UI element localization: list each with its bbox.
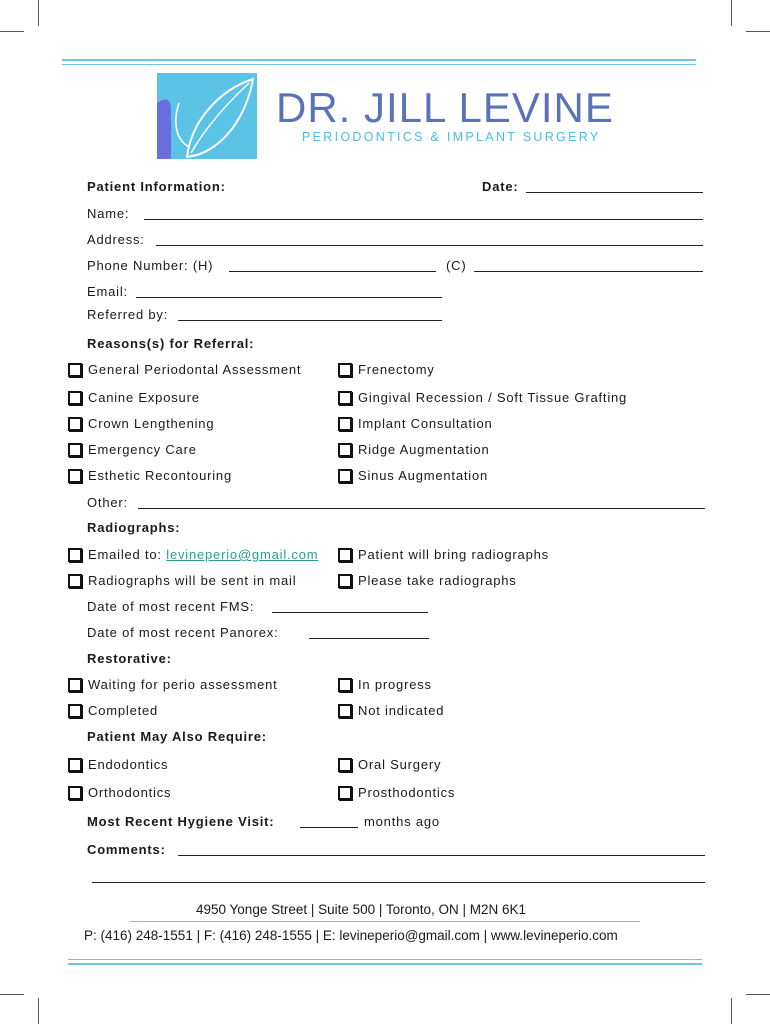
also-option: Prosthodontics bbox=[358, 785, 456, 800]
restorative-heading: Restorative: bbox=[87, 651, 172, 666]
footer-address: 4950 Yonge Street | Suite 500 | Toronto, ON | M2N 6K1 bbox=[196, 902, 526, 917]
radiographs-heading: Radiographs: bbox=[87, 520, 181, 535]
crop-mark bbox=[746, 31, 770, 32]
cell-phone-label: (C) bbox=[446, 258, 467, 273]
also-option: Endodontics bbox=[88, 757, 169, 772]
hygiene-field[interactable] bbox=[300, 827, 358, 828]
restorative-option: Completed bbox=[88, 703, 159, 718]
referral-option: Esthetic Recontouring bbox=[88, 468, 232, 483]
address-label: Address: bbox=[87, 232, 145, 247]
fms-date-field[interactable] bbox=[272, 612, 428, 613]
checkbox[interactable] bbox=[68, 469, 82, 483]
checkbox[interactable] bbox=[68, 786, 82, 800]
email-link[interactable]: levineperio@gmail.com bbox=[166, 547, 319, 562]
cell-phone-field[interactable] bbox=[474, 271, 703, 272]
restorative-option: In progress bbox=[358, 677, 432, 692]
checkbox[interactable] bbox=[68, 758, 82, 772]
home-phone-label: Phone Number: (H) bbox=[87, 258, 214, 273]
mail-radiographs-option: Radiographs will be sent in mail bbox=[88, 573, 297, 588]
referral-option: Gingival Recession / Soft Tissue Grafting bbox=[358, 390, 628, 405]
crop-mark bbox=[38, 998, 39, 1024]
date-label: Date: bbox=[482, 179, 519, 194]
comments-label: Comments: bbox=[87, 842, 166, 857]
also-option: Orthodontics bbox=[88, 785, 172, 800]
referral-option: General Periodontal Assessment bbox=[88, 362, 302, 377]
panorex-date-label: Date of most recent Panorex: bbox=[87, 625, 279, 640]
hygiene-label: Most Recent Hygiene Visit: bbox=[87, 814, 275, 829]
referral-option: Sinus Augmentation bbox=[358, 468, 489, 483]
date-field[interactable] bbox=[526, 192, 703, 193]
take-radiographs-option: Please take radiographs bbox=[358, 573, 517, 588]
referred-by-label: Referred by: bbox=[87, 307, 169, 322]
checkbox[interactable] bbox=[338, 758, 352, 772]
restorative-option: Not indicated bbox=[358, 703, 445, 718]
referral-heading: Reasons(s) for Referral: bbox=[87, 336, 255, 351]
restorative-option: Waiting for perio assessment bbox=[88, 677, 278, 692]
referral-option: Ridge Augmentation bbox=[358, 442, 490, 457]
checkbox[interactable] bbox=[338, 574, 352, 588]
footer-contact: P: (416) 248-1551 | F: (416) 248-1555 | E: levineperio@gmail.com | www.levineperio.com bbox=[84, 928, 618, 943]
checkbox[interactable] bbox=[338, 363, 352, 377]
referral-option: Frenectomy bbox=[358, 362, 435, 377]
checkbox[interactable] bbox=[68, 548, 82, 562]
checkbox[interactable] bbox=[338, 678, 352, 692]
bring-radiographs-option: Patient will bring radiographs bbox=[358, 547, 549, 562]
top-rule bbox=[62, 59, 696, 61]
practice-subtitle: PERIODONTICS & IMPLANT SURGERY bbox=[302, 130, 601, 144]
crop-mark bbox=[0, 31, 24, 32]
also-require-heading: Patient May Also Require: bbox=[87, 729, 267, 744]
name-field[interactable] bbox=[144, 219, 703, 220]
crop-mark bbox=[746, 994, 770, 995]
crop-mark bbox=[731, 998, 732, 1024]
checkbox[interactable] bbox=[338, 548, 352, 562]
also-option: Oral Surgery bbox=[358, 757, 442, 772]
checkbox[interactable] bbox=[338, 469, 352, 483]
checkbox[interactable] bbox=[68, 391, 82, 405]
other-label: Other: bbox=[87, 495, 128, 510]
checkbox[interactable] bbox=[68, 443, 82, 457]
checkbox[interactable] bbox=[338, 417, 352, 431]
referral-option: Crown Lengthening bbox=[88, 416, 215, 431]
patient-info-heading: Patient Information: bbox=[87, 179, 226, 194]
checkbox[interactable] bbox=[338, 786, 352, 800]
bottom-rule bbox=[68, 959, 702, 960]
top-rule-thin bbox=[62, 64, 696, 65]
emailed-to-label: Emailed to: bbox=[88, 547, 162, 562]
home-phone-field[interactable] bbox=[229, 271, 436, 272]
email-field[interactable] bbox=[136, 297, 442, 298]
comments-field-line2[interactable] bbox=[92, 882, 705, 883]
checkbox[interactable] bbox=[68, 678, 82, 692]
panorex-date-field[interactable] bbox=[309, 638, 429, 639]
crop-mark bbox=[38, 0, 39, 26]
fms-date-label: Date of most recent FMS: bbox=[87, 599, 255, 614]
referral-option: Implant Consultation bbox=[358, 416, 493, 431]
checkbox[interactable] bbox=[338, 704, 352, 718]
other-field[interactable] bbox=[138, 508, 705, 509]
referral-option: Canine Exposure bbox=[88, 390, 200, 405]
crop-mark bbox=[731, 0, 732, 26]
checkbox[interactable] bbox=[68, 704, 82, 718]
checkbox[interactable] bbox=[68, 417, 82, 431]
checkbox[interactable] bbox=[68, 363, 82, 377]
checkbox[interactable] bbox=[338, 391, 352, 405]
hygiene-suffix: months ago bbox=[364, 814, 440, 829]
name-label: Name: bbox=[87, 206, 130, 221]
address-field[interactable] bbox=[156, 245, 703, 246]
bottom-rule-thick bbox=[68, 963, 702, 965]
referral-option: Emergency Care bbox=[88, 442, 197, 457]
crop-mark bbox=[0, 994, 24, 995]
email-label: Email: bbox=[87, 284, 128, 299]
logo-mark bbox=[157, 73, 257, 159]
comments-field[interactable] bbox=[178, 855, 705, 856]
practice-name: DR. JILL LEVINE bbox=[276, 84, 614, 131]
checkbox[interactable] bbox=[338, 443, 352, 457]
referred-by-field[interactable] bbox=[178, 320, 442, 321]
checkbox[interactable] bbox=[68, 574, 82, 588]
emailed-to-option bbox=[88, 547, 318, 563]
footer-rule-short bbox=[130, 921, 640, 922]
